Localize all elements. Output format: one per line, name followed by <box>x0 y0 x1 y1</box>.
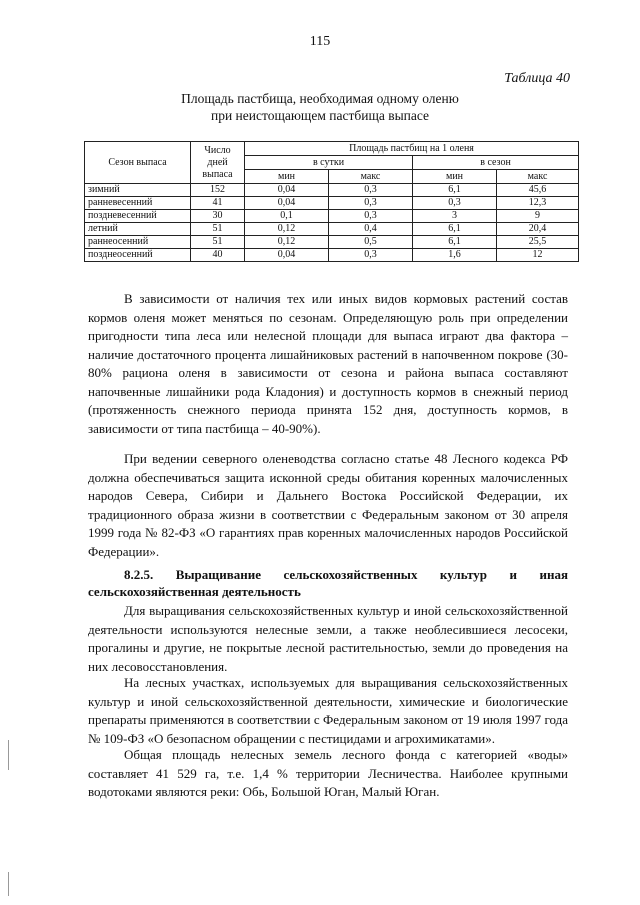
pasture-area-table <box>84 141 579 262</box>
cell-season: летний <box>85 223 191 236</box>
paragraph-chemicals <box>88 674 568 748</box>
table-body <box>85 184 579 262</box>
cell-season-max: 25,5 <box>497 236 579 249</box>
cell-season-min: 6,1 <box>413 236 497 249</box>
table-row <box>85 236 579 249</box>
cell-day-max: 0,3 <box>329 249 413 262</box>
cell-season: зимний <box>85 184 191 197</box>
paragraph-text: Для выращивания сельскохозяйственных культур и иной сельскохозяйственной деятельности используются нелесные земли, а также необлесившиеся лесосеки, прогалины и другие, не покрытые лесной растительностью, земли до проведения на них лесовосстановления. <box>88 603 568 674</box>
paragraph-water-area <box>88 746 568 802</box>
cell-day-max: 0,3 <box>329 210 413 223</box>
cell-season: позднеосенний <box>85 249 191 262</box>
table-row <box>85 249 579 262</box>
page-number: 115 <box>309 34 331 49</box>
paragraph-reindeer-herding <box>88 450 568 561</box>
paragraph-text: Общая площадь нелесных земель лесного фонда с категорией «воды» составляет 41 529 га, т.е. 1,4 % территории Лесничества. Наиболее крупными водотоками являются реки: Обь, Большой Юган, Малый Юган. <box>88 747 568 799</box>
cell-days: 51 <box>191 236 245 249</box>
header-per-day: в сутки <box>245 156 413 170</box>
paragraph-text: При ведении северного оленеводства согласно статье 48 Лесного кодекса РФ должна обеспечиваться защита исконной среды обитания коренных малочисленных народов Севера, Сибири и Дальнего Востока Российской Федерации, их традиционного образа жизни в соответствии с Федеральным законом от 30 апреля 1999 года № 82-ФЗ «О гарантиях прав коренных малочисленных народов Российской Федерации». <box>88 451 568 559</box>
paragraph-text: На лесных участках, используемых для выращивания сельскохозяйственных культур и иной сельскохозяйственной деятельности, химические и биологические препараты применяются в соответствии с Федеральным законом от 19 июля 1997 года № 109-ФЗ «О безопасном обращении с пестицидами и агрохимикатами». <box>88 675 568 746</box>
cell-season-max: 12 <box>497 249 579 262</box>
header-area: Площадь пастбищ на 1 оленя <box>245 142 579 156</box>
table-row <box>85 197 579 210</box>
cell-day-min: 0,1 <box>245 210 329 223</box>
cell-season: ранневесенний <box>85 197 191 210</box>
cell-season: раннеосенний <box>85 236 191 249</box>
cell-days: 41 <box>191 197 245 210</box>
scan-margin-mark <box>8 872 9 896</box>
paragraph-forage <box>88 290 568 438</box>
cell-days: 30 <box>191 210 245 223</box>
cell-season-min: 6,1 <box>413 223 497 236</box>
cell-season-min: 1,6 <box>413 249 497 262</box>
cell-days: 152 <box>191 184 245 197</box>
header-day-min: мин <box>245 170 329 184</box>
header-season: Сезон выпаса <box>85 142 191 184</box>
cell-day-max: 0,5 <box>329 236 413 249</box>
cell-season-max: 9 <box>497 210 579 223</box>
header-days: Число дней выпаса <box>191 142 245 184</box>
cell-season-min: 0,3 <box>413 197 497 210</box>
table-title-line-2: при неистощающем пастбища выпасе <box>210 108 430 123</box>
cell-day-min: 0,04 <box>245 184 329 197</box>
header-season-min: мин <box>413 170 497 184</box>
header-per-season: в сезон <box>413 156 579 170</box>
cell-day-min: 0,12 <box>245 223 329 236</box>
cell-day-max: 0,3 <box>329 184 413 197</box>
paragraph-text: В зависимости от наличия тех или иных видов кормовых растений состав кормов оленя может меняться по сезонам. Определяющую роль при определении пригодности типа леса или нелесной площади для выпаса играют два фактора – наличие достаточного процента лишайниковых растений в напочвенном покрове (30-80% рациона оленя в зависимости от сезона и района выпаса составляют напочвенные лишайники рода Кладония) и доступность кормов в снежный период (протяженность снежного периода принята 152 дня, доступность кормов, в зависимости от типа пастбища – 40-90%). <box>88 291 568 436</box>
table-label: Таблица 40 <box>504 71 570 86</box>
cell-season: поздневесенний <box>85 210 191 223</box>
cell-day-min: 0,04 <box>245 197 329 210</box>
cell-days: 40 <box>191 249 245 262</box>
header-day-max: макс <box>329 170 413 184</box>
paragraph-agriculture-lands <box>88 602 568 676</box>
table-title-line-1: Площадь пастбища, необходимая одному оленю <box>181 91 459 106</box>
header-season-max: макс <box>497 170 579 184</box>
table-row <box>85 223 579 236</box>
cell-day-max: 0,4 <box>329 223 413 236</box>
cell-season-min: 6,1 <box>413 184 497 197</box>
cell-days: 51 <box>191 223 245 236</box>
table-title <box>0 90 640 124</box>
cell-day-min: 0,12 <box>245 236 329 249</box>
cell-season-max: 12,3 <box>497 197 579 210</box>
cell-season-max: 20,4 <box>497 223 579 236</box>
scan-margin-mark <box>8 740 9 770</box>
table-row <box>85 184 579 197</box>
cell-season-min: 3 <box>413 210 497 223</box>
cell-day-min: 0,04 <box>245 249 329 262</box>
cell-day-max: 0,3 <box>329 197 413 210</box>
section-heading: 8.2.5. Выращивание сельскохозяйственных культур и иная сельскохозяйственная деятельность <box>88 567 568 599</box>
table-row <box>85 210 579 223</box>
cell-season-max: 45,6 <box>497 184 579 197</box>
